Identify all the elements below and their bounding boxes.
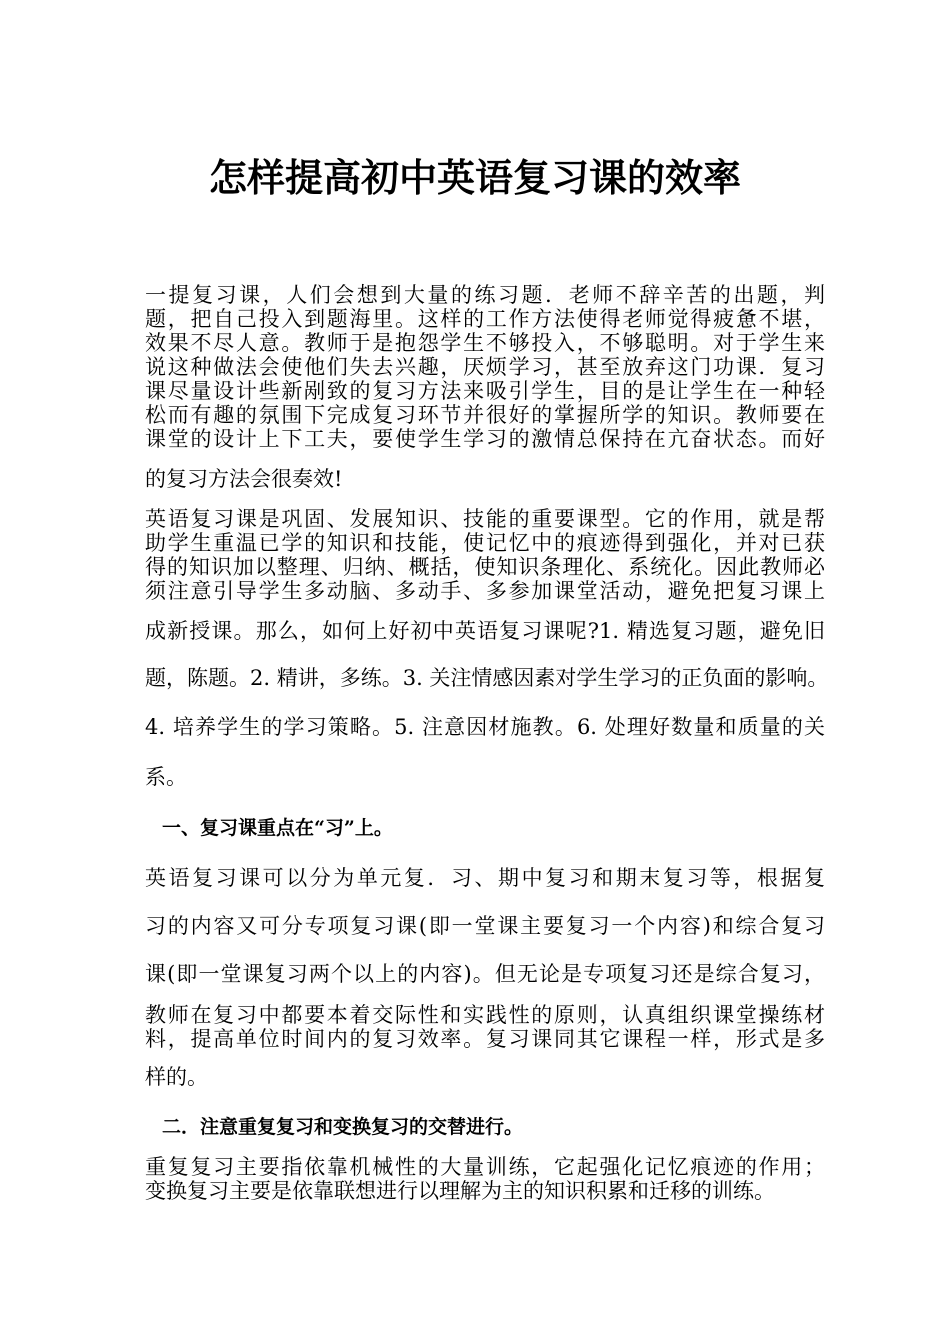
paragraph-1-line: 课尽量设计些新剐致的复习方法来吸引学生，目的是让学生在一种轻 [145,379,825,403]
paragraph-2-line: 须注意引导学生多动脑、多动手、多参加课堂活动，避免把复习课上 [145,579,825,603]
paragraph-2-line: 成新授课。那么，如何上好初中英语复习课呢?1. 精选复习题，避免旧 [145,619,825,643]
paragraph-4-line: 重复复习主要指依靠机械性的大量训练，它起强化记忆痕迹的作用； [145,1155,825,1179]
paragraph-1-line: 效果不尽人意。教师于是抱怨学生不够投入，不够聪明。对于学生来 [145,331,825,355]
paragraph-3-line: 教师在复习中都要本着交际性和实践性的原则，认真组织课堂操练材 [145,1003,825,1027]
paragraph-1-line: 一提复习课，人们会想到大量的练习题．老师不辞辛苦的出题，判 [145,283,825,307]
paragraph-2-line: 系。 [145,765,187,789]
document-title: 怎样提高初中英语复习课的效率 [208,155,741,200]
paragraph-4-line: 变换复习主要是依靠联想进行以理解为主的知识积累和迁移的训练。 [145,1179,775,1203]
paragraph-2-line: 题，陈题。2. 精讲，多练。3. 关注情感因素对学生学习的正负面的影响。 [145,666,829,690]
paragraph-3-line: 课(即一堂课复习两个以上的内容)。但无论是专项复习还是综合复习， [145,962,825,986]
paragraph-2-line: 得的知识加以整理、归纳、概括，使知识条理化、系统化。因此教师必 [145,555,825,579]
paragraph-3-line: 英语复习课可以分为单元复．习、期中复习和期末复习等，根据复 [145,866,825,890]
section-heading-1: 一、复习课重点在“习”上。 [162,817,393,839]
paragraph-3-line: 习的内容又可分专项复习课(即一堂课主要复习一个内容)和综合复习 [145,914,825,938]
section-heading-2: 二．注意重复复习和变换复习的交替进行。 [162,1116,524,1138]
paragraph-3-line: 样的。 [145,1065,208,1089]
paragraph-1-line: 题，把自己投入到题海里。这样的工作方法使得老师觉得疲惫不堪， [145,307,825,331]
paragraph-1-line: 说这种做法会使他们失去兴趣，厌烦学习，甚至放弃这门功课．复习 [145,355,825,379]
paragraph-1-line: 的复习方法会很奏效! [145,467,343,491]
paragraph-2-line: 英语复习课是巩固、发展知识、技能的重要课型。它的作用，就是帮 [145,507,825,531]
paragraph-3-line: 料，提高单位时间内的复习效率。复习课同其它课程一样，形式是多 [145,1027,825,1051]
paragraph-2-line: 助学生重温已学的知识和技能，使记忆中的痕迹得到强化，并对已获 [145,531,825,555]
paragraph-1-line: 松而有趣的氛围下完成复习环节并很好的掌握所学的知识。教师要在 [145,403,825,427]
paragraph-2-line: 4. 培养学生的学习策略。5. 注意因材施教。6. 处理好数量和质量的关 [145,715,825,739]
paragraph-1-line: 课堂的设计上下工夫，要使学生学习的激情总保持在亢奋状态。而好 [145,427,825,451]
